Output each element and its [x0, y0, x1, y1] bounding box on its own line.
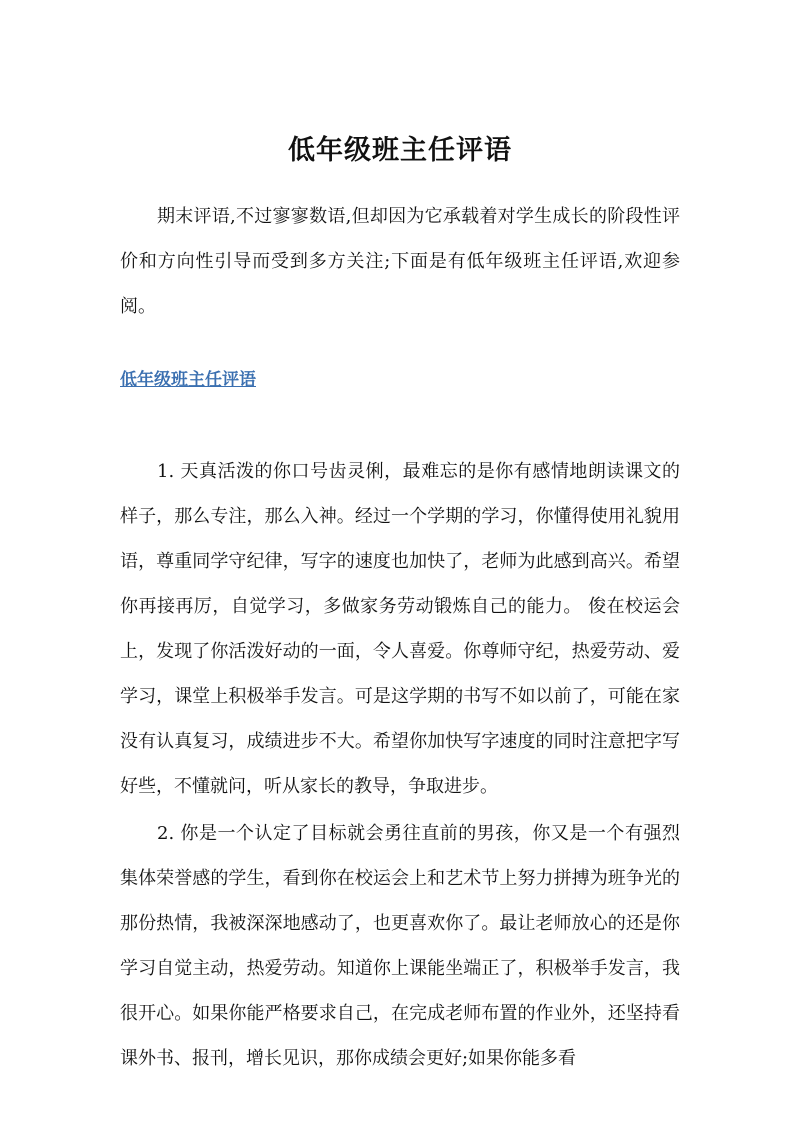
section-heading-link[interactable]: 低年级班主任评语	[120, 370, 256, 390]
page-title: 低年级班主任评语	[288, 135, 512, 166]
comment-item-1: 1. 天真活泼的你口号齿灵俐，最难忘的是你有感情地朗读课文的样子，那么专注，那么入神。经过一个学期的学习，你懂得使用礼貌用语，尊重同学守纪律，写字的速度也加快了，老师为此感到高兴。希望你再接再厉，自觉学习，多做家务劳动锻炼自己的能力。 俊在校运会上，发现了你活泼好动的一面，令人喜爱。你尊师守纪，热爱劳动、爱学习，课堂上积极举手发言。可是这学期的书写不如以前了，可能在家没有认真复习，成绩进步不大。希望你加快写字速度的同时注意把字写好些，不懂就问，听从家长的教导，争取进步。	[120, 461, 680, 797]
comment-item-2: 2. 你是一个认定了目标就会勇往直前的男孩，你又是一个有强烈集体荣誉感的学生，看到你在校运会上和艺术节上努力拼搏为班争光的那份热情，我被深深地感动了，也更喜欢你了。最让老师放心的还是你学习自觉主动，热爱劳动。知道你上课能坐端正了，积极举手发言，我很开心。如果你能严格要求自己，在完成老师布置的作业外，还坚持看课外书、报刊，增长见识，那你成绩会更好;如果你能多看	[120, 823, 680, 1069]
intro-paragraph: 期末评语,不过寥寥数语,但却因为它承载着对学生成长的阶段性评价和方向性引导而受到多方关注;下面是有低年级班主任评语,欢迎参阅。	[120, 206, 680, 317]
